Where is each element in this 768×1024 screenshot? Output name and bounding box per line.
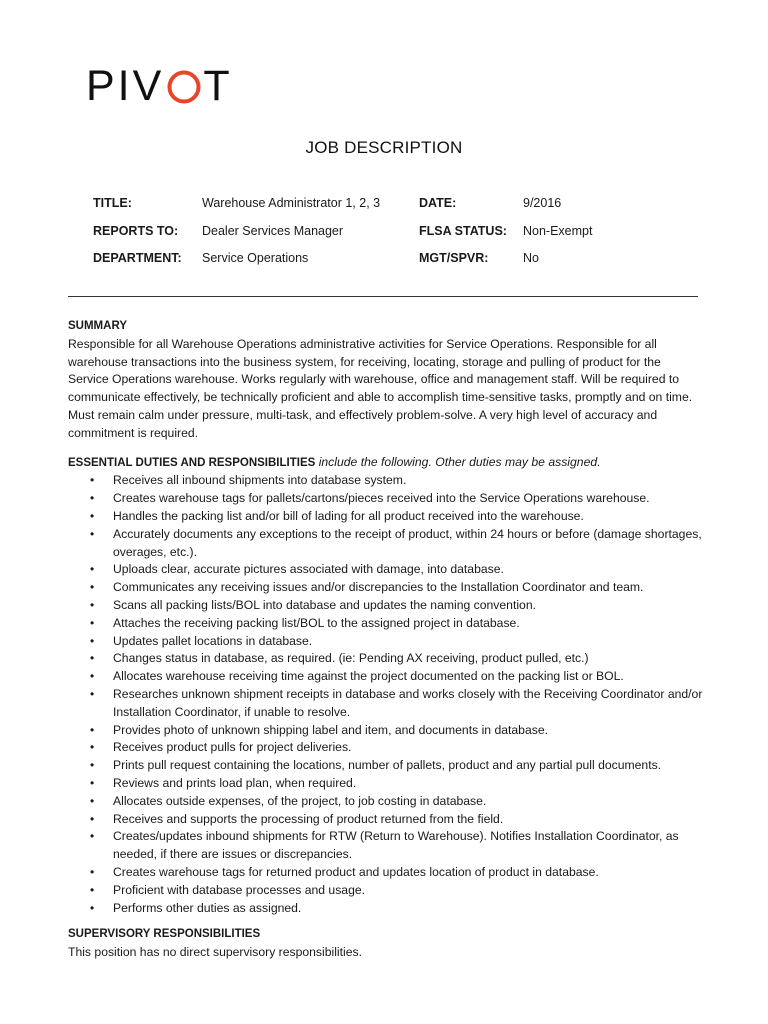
duty-text: Reviews and prints load plan, when required. <box>113 775 357 790</box>
bullet-icon: • <box>90 597 95 612</box>
document-body <box>68 318 708 962</box>
duty-list-item <box>68 579 703 597</box>
summary-heading: SUMMARY <box>68 320 127 332</box>
summary-text: Responsible for all Warehouse Operations administrative activities for Service Operations. Responsible for all warehouse transactions into the business system, for receiving, locating, storage and pulling of product for the Service Operations warehouse. Works regularly with warehouse, office and management staff. Will be required to communicate effectively, be technically proficient and able to accomplish time-sensitive tasks, promptly and on time. Must remain calm under pressure, multi-task, and effectively problem-solve. A very high level of accuracy and commitment is required. <box>68 336 693 440</box>
duty-list-item <box>68 561 703 579</box>
mgt-spvr-label: MGT/SPVR: <box>419 251 489 265</box>
bullet-icon: • <box>90 580 95 595</box>
bullet-icon: • <box>90 562 95 577</box>
department-value: Service Operations <box>202 251 309 265</box>
duty-list-item <box>68 722 703 740</box>
duty-list-item <box>68 686 703 722</box>
duty-text: Creates warehouse tags for returned product and updates location of product in database. <box>113 864 599 879</box>
date-value: 9/2016 <box>523 196 562 210</box>
bullet-icon: • <box>90 508 95 523</box>
duty-list-item <box>68 597 703 615</box>
duty-text: Prints pull request containing the locations, number of pallets, product and any partial pull documents. <box>113 758 662 773</box>
duties-subheading: include the following. Other duties may be assigned. <box>318 454 601 469</box>
bullet-icon: • <box>90 669 95 684</box>
duty-list-item <box>68 864 703 882</box>
bullet-icon: • <box>90 473 95 488</box>
bullet-icon: • <box>90 526 95 541</box>
supervisory-text: This position has no direct supervisory responsibilities. <box>68 945 362 960</box>
duty-text: Accurately documents any exceptions to the receipt of product, within 24 hours or before (damage shortages, overages, etc.). <box>113 526 702 559</box>
bullet-icon: • <box>90 900 95 915</box>
flsa-status-label: FLSA STATUS: <box>419 223 507 238</box>
bullet-icon: • <box>90 722 95 737</box>
duty-list-item <box>68 793 703 811</box>
duty-text: Changes status in database, as required. (ie: Pending AX receiving, product pulled, etc.) <box>113 651 589 666</box>
bullet-icon: • <box>90 864 95 879</box>
duty-list-item <box>68 508 703 526</box>
horizontal-divider <box>68 296 698 297</box>
duty-text: Scans all packing lists/BOL into database and updates the naming convention. <box>113 597 536 612</box>
reports-to-label: REPORTS TO: <box>93 223 179 238</box>
duty-list-item <box>68 526 703 562</box>
supervisory-heading: SUPERVISORY RESPONSIBILITIES <box>68 928 261 941</box>
mgt-spvr-value: No <box>523 251 539 265</box>
duty-text: Attaches the receiving packing list/BOL to the assigned project in database. <box>113 615 520 630</box>
duty-text: Updates pallet locations in database. <box>113 633 313 648</box>
duty-list-item <box>68 900 703 918</box>
duty-text: Handles the packing list and/or bill of lading for all product received into the warehouse. <box>113 508 584 523</box>
duty-text: Receives all inbound shipments into database system. <box>113 473 407 488</box>
duty-text: Creates/updates inbound shipments for RTW (Return to Warehouse). Notifies Installation Coordinator, as needed, if there are issues or discrepancies. <box>113 829 679 862</box>
bullet-icon: • <box>90 686 95 701</box>
bullet-icon: • <box>90 811 95 826</box>
logo-o-icon <box>166 69 202 105</box>
bullet-icon: • <box>90 633 95 648</box>
title-label: TITLE: <box>93 196 132 210</box>
pivot-logo <box>86 60 233 108</box>
duty-text: Creates warehouse tags for pallets/cartons/pieces received into the Service Operations warehouse. <box>113 491 650 506</box>
title-value: Warehouse Administrator 1, 2, 3 <box>202 196 381 210</box>
duty-list-item <box>68 668 703 686</box>
duty-list-item <box>68 633 703 651</box>
bullet-icon: • <box>90 651 95 666</box>
duty-text: Uploads clear, accurate pictures associated with damage, into database. <box>113 562 504 577</box>
duty-list-item <box>68 490 703 508</box>
logo-text-prefix: PIV <box>86 62 165 110</box>
document-title: JOB DESCRIPTION <box>305 138 463 157</box>
bullet-icon: • <box>90 775 95 790</box>
bullet-icon: • <box>90 491 95 506</box>
duty-text: Provides photo of unknown shipping label and item, and documents in database. <box>113 722 548 737</box>
bullet-icon: • <box>90 829 95 844</box>
duty-list-item <box>68 775 703 793</box>
bullet-icon: • <box>90 758 95 773</box>
duty-list-item <box>68 811 703 829</box>
duty-text: Communicates any receiving issues and/or discrepancies to the Installation Coordinator and team. <box>113 580 644 595</box>
duty-list-item <box>68 739 703 757</box>
duty-text: Allocates warehouse receiving time against the project documented on the packing list or BOL. <box>113 669 624 684</box>
bullet-icon: • <box>90 615 95 630</box>
duty-text: Performs other duties as assigned. <box>113 900 302 915</box>
duty-text: Researches unknown shipment receipts in database and works closely with the Receiving Coordinator and/or Installation Coordinator, if unable to resolve. <box>113 686 703 719</box>
duty-text: Receives product pulls for project deliveries. <box>113 740 352 755</box>
bullet-icon: • <box>90 740 95 755</box>
duty-list-item <box>68 757 703 775</box>
duty-list-item <box>68 615 703 633</box>
duty-list-item <box>68 828 703 864</box>
duty-list-item <box>68 472 703 490</box>
duties-heading-line <box>68 454 708 473</box>
duty-list-item <box>68 882 703 900</box>
bullet-icon: • <box>90 882 95 897</box>
duties-list <box>68 472 708 917</box>
duty-text: Receives and supports the processing of product returned from the field. <box>113 811 504 826</box>
duties-heading: ESSENTIAL DUTIES AND RESPONSIBILITIES <box>68 456 316 469</box>
duty-list-item <box>68 650 703 668</box>
department-label: DEPARTMENT: <box>93 251 182 265</box>
reports-to-value: Dealer Services Manager <box>202 223 344 238</box>
logo-text-suffix: T <box>203 62 233 110</box>
bullet-icon: • <box>90 793 95 808</box>
flsa-status-value: Non-Exempt <box>523 223 593 238</box>
duty-text: Allocates outside expenses, of the project, to job costing in database. <box>113 793 487 808</box>
date-label: DATE: <box>419 196 457 210</box>
duty-text: Proficient with database processes and usage. <box>113 882 366 897</box>
